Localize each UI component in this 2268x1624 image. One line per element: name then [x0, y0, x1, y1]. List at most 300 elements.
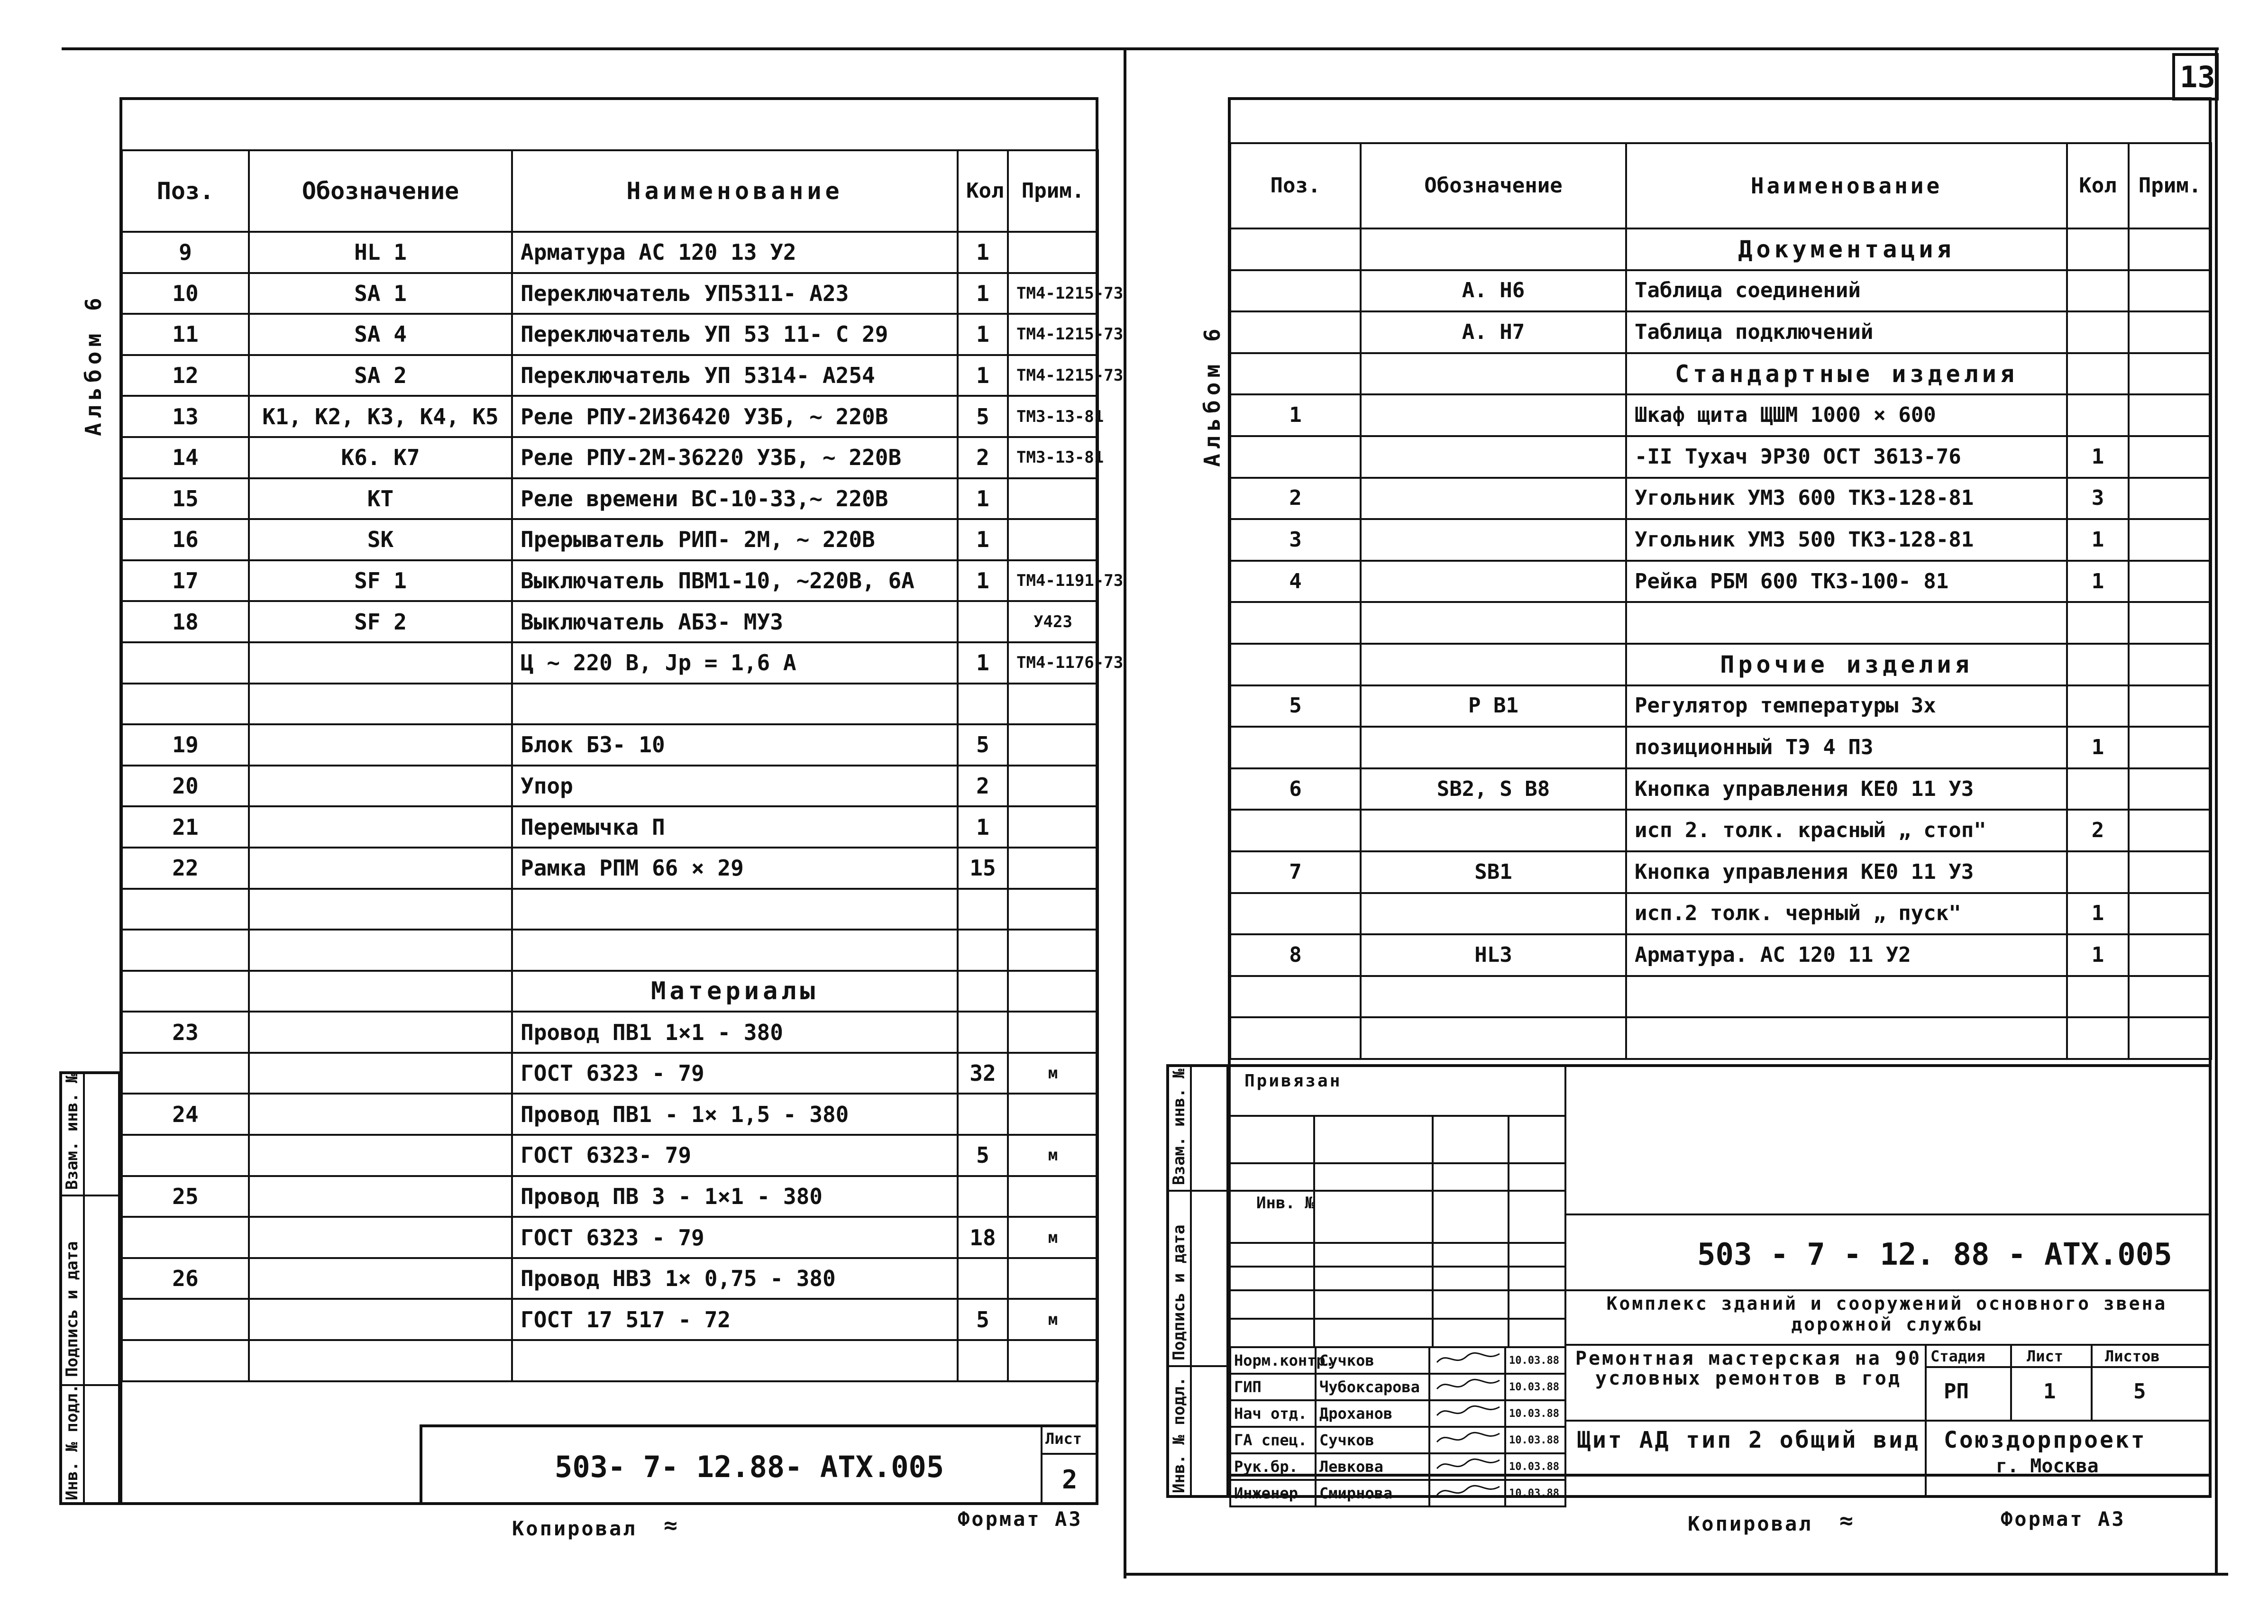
cell-designation — [1361, 394, 1626, 436]
table-row — [1230, 561, 2211, 602]
handwritten-signature-icon — [1433, 1481, 1504, 1502]
cell-pos — [1230, 644, 1361, 685]
cell-note: ТМ4-1176-73 — [1008, 642, 1098, 684]
cell-pos — [122, 642, 249, 684]
left-side-stamp-divider — [83, 1071, 85, 1505]
stage-header-stage: Стадия — [1930, 1347, 1985, 1365]
cell-designation: SК — [249, 519, 512, 560]
left-copied-label: Копировал — [512, 1517, 637, 1540]
cell-qty — [958, 971, 1008, 1012]
cell-name: Реле РПУ-2И36420 У3Б, ~ 220В — [512, 396, 958, 437]
cell-pos: 16 — [122, 519, 249, 560]
cell-note — [2129, 685, 2211, 727]
right-border-line — [2215, 47, 2218, 1574]
cell-name: ГОСТ 6323- 79 — [512, 1135, 958, 1176]
table-row — [1230, 851, 2211, 893]
cell-qty — [958, 1176, 1008, 1217]
right-album-label: Альбом 6 — [1199, 324, 1225, 467]
sig-name: Сучков — [1316, 1347, 1429, 1374]
table-row — [122, 971, 1098, 1012]
left-sheet-number: 2 — [1062, 1465, 1078, 1495]
sig-date: 10.03.88 — [1505, 1374, 1565, 1400]
cell-note: м — [1008, 1135, 1098, 1176]
cell-qty — [958, 684, 1008, 725]
sig-name: Чубоксарова — [1316, 1374, 1429, 1400]
cell-pos — [122, 889, 249, 930]
cell-note: ТМ3-13-81 — [1008, 396, 1098, 437]
sig-role: Инженер — [1230, 1480, 1316, 1506]
attached-grid-v3 — [1508, 1115, 1509, 1347]
cell-note — [2129, 228, 2211, 270]
cell-qty — [2067, 685, 2129, 727]
page-number: 13 — [2180, 60, 2215, 94]
right-title-object-top — [1564, 1344, 2212, 1346]
cell-pos — [122, 1053, 249, 1094]
cell-designation — [249, 1094, 512, 1135]
sig-role: ГИП — [1230, 1374, 1316, 1400]
sig-role: Рук.бр. — [1230, 1453, 1316, 1480]
cell-qty: 1 — [958, 355, 1008, 396]
left-sheet-label: Лист — [1045, 1430, 1082, 1448]
cell-name: Провод ПВ 3 - 1×1 - 380 — [512, 1176, 958, 1217]
cell-qty: 1 — [958, 519, 1008, 560]
cell-pos: 20 — [122, 766, 249, 807]
cell-name: Кнопка управления КЕ0 11 У3 — [1626, 851, 2067, 893]
cell-name: ГОСТ 17 517 - 72 — [512, 1299, 958, 1340]
cell-note: м — [1008, 1217, 1098, 1258]
cell-pos: 21 — [122, 806, 249, 848]
cell-designation — [1361, 436, 1626, 478]
cell-name: ГОСТ 6323 - 79 — [512, 1053, 958, 1094]
table-row — [122, 684, 1098, 725]
sig-signature — [1429, 1347, 1505, 1374]
org-city: г. Москва — [1996, 1455, 2099, 1477]
stage-value-sheet: 1 — [2043, 1379, 2056, 1404]
attached-label: Привязан — [1244, 1071, 1342, 1091]
cell-name: Угольник УМЗ 600 ТКЗ-128-81 — [1626, 478, 2067, 520]
cell-name — [512, 930, 958, 971]
table-row — [1230, 353, 2211, 395]
cell-name: Переключатель УП 5314- А254 — [512, 355, 958, 396]
cell-name: ГОСТ 6323 - 79 — [512, 1217, 958, 1258]
cell-qty: 2 — [2067, 810, 2129, 851]
table-row — [122, 1135, 1098, 1176]
left-copied-signature: ≈ — [664, 1512, 677, 1539]
cell-pos — [1230, 893, 1361, 935]
table-row — [1230, 727, 2211, 768]
cell-pos — [1230, 311, 1361, 353]
cell-pos — [122, 1340, 249, 1381]
cell-name: Стандартные изделия — [1626, 353, 2067, 395]
cell-pos: 25 — [122, 1176, 249, 1217]
cell-name — [1626, 602, 2067, 644]
handwritten-signature-icon — [1433, 1401, 1504, 1422]
cell-qty: 1 — [958, 273, 1008, 314]
cell-name: Выключатель АБЗ- МУЗ — [512, 601, 958, 642]
cell-name: Прерыватель РИП- 2М, ~ 220В — [512, 519, 958, 560]
cell-designation: К1, К2, К3, К4, К5 — [249, 396, 512, 437]
cell-qty: 5 — [958, 1135, 1008, 1176]
cell-qty — [2067, 353, 2129, 395]
cell-note — [1008, 806, 1098, 848]
table-row — [1230, 478, 2211, 520]
cell-qty: 2 — [958, 766, 1008, 807]
cell-note — [1008, 519, 1098, 560]
cell-name: Провод ПВ1 1×1 - 380 — [512, 1012, 958, 1053]
cell-qty: 1 — [2067, 436, 2129, 478]
table-row — [122, 1176, 1098, 1217]
cell-designation — [249, 1299, 512, 1340]
cell-note: У423 — [1008, 601, 1098, 642]
cell-designation — [1361, 228, 1626, 270]
table-row — [122, 1053, 1098, 1094]
cell-note — [1008, 684, 1098, 725]
right-title-drawing-top — [1564, 1420, 2212, 1422]
sig-date: 10.03.88 — [1505, 1480, 1565, 1506]
cell-designation: SA 1 — [249, 273, 512, 314]
cell-name: Угольник УМЗ 500 ТКЗ-128-81 — [1626, 519, 2067, 561]
cell-designation — [249, 971, 512, 1012]
cell-pos: 24 — [122, 1094, 249, 1135]
cell-pos — [1230, 1017, 1361, 1059]
cell-pos: 1 — [1230, 394, 1361, 436]
cell-name: Переключатель УП 53 11- С 29 — [512, 314, 958, 355]
cell-designation: А. Н6 — [1361, 270, 1626, 312]
cell-designation — [1361, 478, 1626, 520]
col-header-name: Наименование — [512, 150, 958, 232]
cell-designation — [249, 1135, 512, 1176]
cell-note — [2129, 934, 2211, 976]
table-row — [122, 1217, 1098, 1258]
cell-pos — [122, 684, 249, 725]
table-row — [122, 806, 1098, 848]
left-side-box-inv: Инв. № подл. — [63, 1384, 82, 1500]
cell-designation — [1361, 602, 1626, 644]
handwritten-signature-icon — [1433, 1375, 1504, 1396]
col-header-name: Наименование — [1626, 143, 2067, 228]
cell-designation: HL3 — [1361, 934, 1626, 976]
cell-name: Шкаф щита ЩШМ 1000 × 600 — [1626, 394, 2067, 436]
cell-name: -II Тухач ЭР30 ОСТ 3613-76 — [1626, 436, 2067, 478]
cell-designation — [1361, 561, 1626, 602]
table-row — [1230, 934, 2211, 976]
table-row — [122, 766, 1098, 807]
cell-name — [1626, 1017, 2067, 1059]
cell-name: Ц ~ 220 В, Jр = 1,6 А — [512, 642, 958, 684]
cell-note — [2129, 810, 2211, 851]
cell-qty — [2067, 644, 2129, 685]
col-header-designation: Обозначение — [249, 150, 512, 232]
cell-designation — [249, 1012, 512, 1053]
cell-note: ТМ4-1191-73 — [1008, 560, 1098, 602]
table-row — [1230, 893, 2211, 935]
cell-pos: 17 — [122, 560, 249, 602]
cell-qty: 18 — [958, 1217, 1008, 1258]
stage-header-sep — [1925, 1366, 2212, 1368]
col-header-qty: Кол — [958, 150, 1008, 232]
sig-name: Дроханов — [1316, 1400, 1429, 1427]
table-row — [1230, 810, 2211, 851]
handwritten-signature-icon — [1433, 1454, 1504, 1475]
cell-pos — [1230, 602, 1361, 644]
cell-pos — [122, 930, 249, 971]
table-row — [122, 1258, 1098, 1299]
table-row — [122, 396, 1098, 437]
table-row — [122, 232, 1098, 273]
cell-pos: 15 — [122, 478, 249, 520]
cell-qty: 1 — [2067, 934, 2129, 976]
cell-name: Перемычка П — [512, 806, 958, 848]
cell-pos — [1230, 228, 1361, 270]
cell-note — [2129, 851, 2211, 893]
handwritten-signature-icon — [1433, 1428, 1504, 1449]
complex-title: Комплекс зданий и сооружений основного звена дорожной службы — [1606, 1293, 2167, 1335]
cell-name: Реле времени ВС-10-33,~ 220В — [512, 478, 958, 520]
cell-name — [512, 684, 958, 725]
cell-qty — [958, 930, 1008, 971]
cell-qty — [958, 1340, 1008, 1381]
cell-qty: 1 — [958, 642, 1008, 684]
cell-pos: 9 — [122, 232, 249, 273]
attached-grid-h4 — [1228, 1242, 1564, 1244]
cell-qty — [2067, 270, 2129, 312]
attached-grid-h2 — [1228, 1162, 1564, 1164]
cell-name: Документация — [1626, 228, 2067, 270]
cell-name: Провод НВ3 1× 0,75 - 380 — [512, 1258, 958, 1299]
cell-note — [2129, 478, 2211, 520]
cell-name: Рамка РПМ 66 × 29 — [512, 848, 958, 889]
table-row — [1230, 602, 2211, 644]
table-row — [1230, 394, 2211, 436]
sig-name: Сучков — [1316, 1427, 1429, 1453]
stage-value-sheets: 5 — [2133, 1379, 2146, 1404]
table-row — [122, 355, 1098, 396]
cell-name: Арматура АС 120 13 У2 — [512, 232, 958, 273]
cell-designation — [1361, 644, 1626, 685]
col-header-pos: Поз. — [122, 150, 249, 232]
attached-grid-h5 — [1228, 1266, 1564, 1268]
cell-note — [1008, 848, 1098, 889]
attached-grid-h3 — [1228, 1190, 1564, 1192]
cell-designation — [1361, 976, 1626, 1018]
cell-designation: А. Н7 — [1361, 311, 1626, 353]
sig-date: 10.03.88 — [1505, 1453, 1565, 1480]
table-row — [122, 314, 1098, 355]
cell-designation — [249, 889, 512, 930]
sig-role: ГА спец. — [1230, 1427, 1316, 1453]
sig-signature — [1429, 1453, 1505, 1480]
col-header-note: Прим. — [1008, 150, 1098, 232]
cell-designation — [249, 684, 512, 725]
cell-pos — [122, 971, 249, 1012]
cell-pos: 19 — [122, 724, 249, 766]
cell-pos — [1230, 436, 1361, 478]
cell-pos: 18 — [122, 601, 249, 642]
cell-qty — [958, 1258, 1008, 1299]
cell-note — [2129, 1017, 2211, 1059]
cell-qty: 32 — [958, 1053, 1008, 1094]
cell-pos: 22 — [122, 848, 249, 889]
right-side-box-sign: Подпись и дата — [1170, 1224, 1189, 1360]
cell-name: исп 2. толк. красный „ стоп" — [1626, 810, 2067, 851]
table-row — [122, 1340, 1098, 1381]
right-title-code-top — [1564, 1213, 2212, 1215]
table-row — [1230, 228, 2211, 270]
cell-designation: SВ2, S В8 — [1361, 768, 1626, 810]
right-copied-label: Копировал — [1688, 1512, 1813, 1535]
table-row — [122, 642, 1098, 684]
bottom-border-line — [1124, 1573, 2228, 1576]
cell-note — [2129, 644, 2211, 685]
cell-note — [1008, 724, 1098, 766]
cell-pos: 5 — [1230, 685, 1361, 727]
cell-qty — [958, 1094, 1008, 1135]
cell-qty: 1 — [958, 232, 1008, 273]
table-row — [1230, 976, 2211, 1018]
cell-pos: 23 — [122, 1012, 249, 1053]
cell-note: ТМ4-1215-73 — [1008, 273, 1098, 314]
sig-name: Левкова — [1316, 1453, 1429, 1480]
cell-designation: SF 2 — [249, 601, 512, 642]
cell-pos — [1230, 976, 1361, 1018]
object-title: Ремонтная мастерская на 90 условных ремонтов в год — [1575, 1348, 1922, 1389]
table-row — [122, 930, 1098, 971]
right-side-box-inv: Инв. № подл. — [1170, 1377, 1189, 1493]
cell-pos: 7 — [1230, 851, 1361, 893]
table-row — [1230, 685, 2211, 727]
cell-designation: SA 2 — [249, 355, 512, 396]
cell-name: Рейка РБМ 600 ТКЗ-100- 81 — [1626, 561, 2067, 602]
cell-pos: 2 — [1230, 478, 1361, 520]
left-side-box-replace: Взам. инв. № — [63, 1073, 82, 1190]
cell-note — [2129, 519, 2211, 561]
table-row — [1230, 644, 2211, 685]
cell-pos: 26 — [122, 1258, 249, 1299]
cell-designation — [249, 1176, 512, 1217]
cell-note — [1008, 766, 1098, 807]
cell-name: Таблица соединений — [1626, 270, 2067, 312]
cell-name: Реле РПУ-2М-36220 У3Б, ~ 220В — [512, 437, 958, 478]
table-row — [1230, 270, 2211, 312]
left-album-label: Альбом 6 — [81, 293, 106, 436]
cell-designation — [249, 1258, 512, 1299]
left-side-stamp-sep1 — [59, 1195, 121, 1196]
cell-qty — [2067, 976, 2129, 1018]
center-fold-line — [1124, 47, 1126, 1578]
cell-name — [1626, 976, 2067, 1018]
cell-name: Провод ПВ1 - 1× 1,5 - 380 — [512, 1094, 958, 1135]
attached-grid-h7 — [1228, 1318, 1564, 1320]
cell-qty: 1 — [2067, 561, 2129, 602]
cell-note — [2129, 311, 2211, 353]
col-header-designation: Обозначение — [1361, 143, 1626, 228]
cell-note: м — [1008, 1299, 1098, 1340]
cell-designation — [1361, 810, 1626, 851]
cell-pos — [1230, 270, 1361, 312]
cell-designation — [1361, 727, 1626, 768]
right-title-complex-top — [1564, 1289, 2212, 1291]
sig-name: Смирнова — [1316, 1480, 1429, 1506]
cell-designation — [1361, 519, 1626, 561]
cell-qty: 5 — [958, 724, 1008, 766]
cell-name: позиционный ТЭ 4 П3 — [1626, 727, 2067, 768]
cell-qty: 1 — [958, 806, 1008, 848]
top-border-line — [62, 47, 2219, 50]
cell-qty — [2067, 602, 2129, 644]
left-title-divider — [1041, 1424, 1043, 1505]
cell-name: Прочие изделия — [1626, 644, 2067, 685]
cell-qty — [958, 889, 1008, 930]
cell-note: ТМ4-1215-73 — [1008, 314, 1098, 355]
cell-note — [1008, 889, 1098, 930]
drawing-title: Щит АД тип 2 общий вид — [1577, 1427, 1920, 1453]
sig-date: 10.03.88 — [1505, 1347, 1565, 1374]
cell-note: м — [1008, 1053, 1098, 1094]
cell-note — [1008, 971, 1098, 1012]
cell-note — [2129, 893, 2211, 935]
cell-note: ТМ4-1215-73 — [1008, 355, 1098, 396]
cell-qty — [2067, 851, 2129, 893]
table-row — [122, 273, 1098, 314]
table-row — [122, 601, 1098, 642]
cell-qty: 1 — [2067, 893, 2129, 935]
table-row — [122, 560, 1098, 602]
handwritten-signature-icon — [1433, 1348, 1504, 1369]
stage-value-stage: РП — [1944, 1379, 1969, 1404]
inv-label: Инв. № — [1256, 1194, 1315, 1213]
attached-grid-h6 — [1228, 1289, 1564, 1291]
cell-designation: SF 1 — [249, 560, 512, 602]
cell-note — [1008, 930, 1098, 971]
signature-row — [1230, 1400, 1565, 1427]
cell-qty: 5 — [958, 396, 1008, 437]
cell-note — [1008, 1012, 1098, 1053]
cell-designation — [249, 724, 512, 766]
signature-row — [1230, 1427, 1565, 1453]
cell-designation — [249, 806, 512, 848]
cell-qty: 1 — [2067, 727, 2129, 768]
cell-note — [2129, 353, 2211, 395]
cell-pos: 14 — [122, 437, 249, 478]
cell-pos: 8 — [1230, 934, 1361, 976]
cell-designation — [249, 848, 512, 889]
sig-signature — [1429, 1480, 1505, 1506]
cell-name: Регулятор температуры 3х — [1626, 685, 2067, 727]
cell-qty: 1 — [958, 560, 1008, 602]
cell-note — [1008, 1340, 1098, 1381]
right-side-box-replace: Взам. инв. № — [1170, 1068, 1189, 1185]
cell-qty: 5 — [958, 1299, 1008, 1340]
left-doc-code: 503- 7- 12.88- АТХ.005 — [555, 1450, 944, 1484]
table-row — [1230, 1017, 2211, 1059]
cell-pos: 3 — [1230, 519, 1361, 561]
sig-signature — [1429, 1374, 1505, 1400]
right-copied-signature: ≈ — [1839, 1507, 1853, 1534]
cell-qty — [958, 601, 1008, 642]
cell-name: Таблица подключений — [1626, 311, 2067, 353]
sig-signature — [1429, 1427, 1505, 1453]
attached-grid-v1 — [1313, 1115, 1315, 1347]
cell-designation: Р В1 — [1361, 685, 1626, 727]
cell-name: исп.2 толк. черный „ пуск" — [1626, 893, 2067, 935]
cell-designation: HL 1 — [249, 232, 512, 273]
stage-header-sheet: Лист — [2027, 1347, 2064, 1365]
cell-designation — [249, 1053, 512, 1094]
cell-designation: К6. К7 — [249, 437, 512, 478]
cell-designation — [249, 642, 512, 684]
stage-header-sheets: Листов — [2105, 1347, 2160, 1365]
cell-note: ТМ3-13-81 — [1008, 437, 1098, 478]
